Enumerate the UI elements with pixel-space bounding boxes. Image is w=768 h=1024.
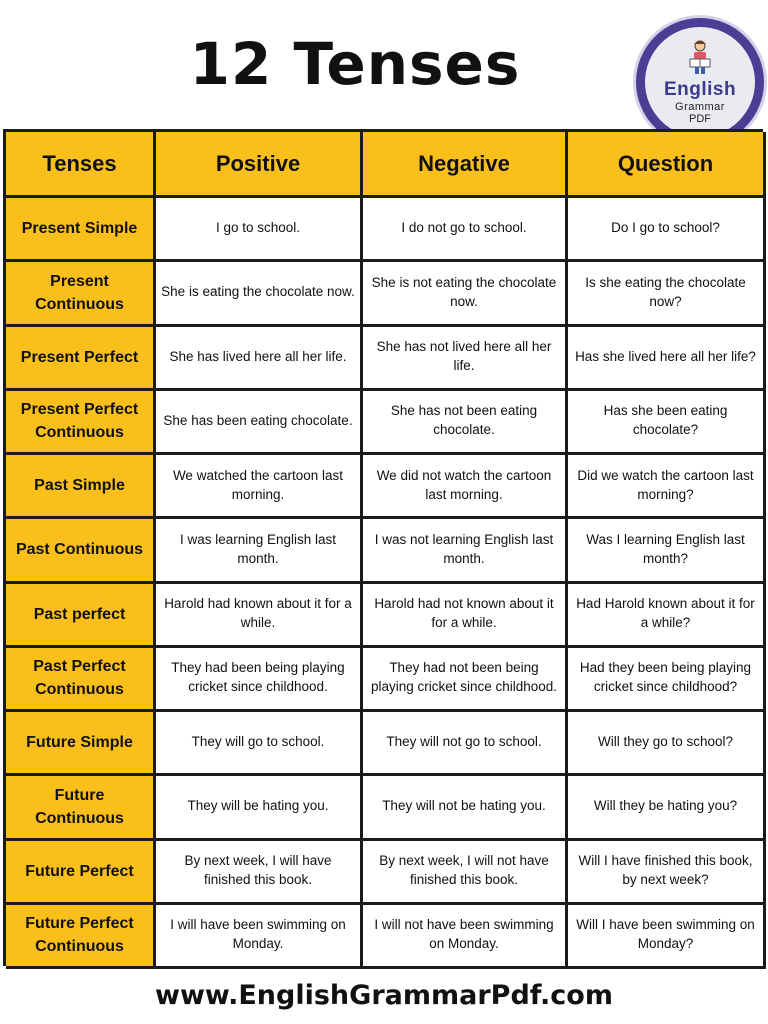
header-positive: Positive: [156, 132, 363, 198]
row-question: Is she eating the chocolate now?: [568, 262, 766, 326]
header-question: Question: [568, 132, 766, 198]
logo-text-english: English: [663, 79, 737, 100]
row-positive: I go to school.: [156, 198, 363, 262]
row-tense: Present Perfect Continuous: [6, 391, 156, 455]
row-positive: I was learning English last month.: [156, 519, 363, 583]
row-positive: I will have been swimming on Monday.: [156, 905, 363, 969]
row-negative: I will not have been swimming on Monday.: [363, 905, 568, 969]
row-question: Had they been being playing cricket since childhood?: [568, 648, 766, 712]
row-positive: They had been being playing cricket since childhood.: [156, 648, 363, 712]
row-tense: Past perfect: [6, 584, 156, 648]
row-tense: Present Continuous: [6, 262, 156, 326]
row-negative: By next week, I will not have finished this book.: [363, 841, 568, 905]
row-question: Did we watch the cartoon last morning?: [568, 455, 766, 519]
row-negative: They will not go to school.: [363, 712, 568, 776]
row-negative: We did not watch the cartoon last morning.: [363, 455, 568, 519]
row-question: Will I have been swimming on Monday?: [568, 905, 766, 969]
row-positive: By next week, I will have finished this book.: [156, 841, 363, 905]
row-question: Will I have finished this book, by next week?: [568, 841, 766, 905]
row-tense: Past Simple: [6, 455, 156, 519]
row-negative: Harold had not known about it for a while.: [363, 584, 568, 648]
row-negative: She is not eating the chocolate now.: [363, 262, 568, 326]
row-positive: They will be hating you.: [156, 776, 363, 840]
row-negative: I do not go to school.: [363, 198, 568, 262]
logo-text-pdf: PDF: [689, 113, 711, 125]
row-question: Has she been eating chocolate?: [568, 391, 766, 455]
row-question: Will they be hating you?: [568, 776, 766, 840]
row-tense: Future Perfect Continuous: [6, 905, 156, 969]
row-tense: Present Simple: [6, 198, 156, 262]
brand-logo: [636, 18, 764, 146]
header-tenses: Tenses: [6, 132, 156, 198]
row-tense: Future Perfect: [6, 841, 156, 905]
row-tense: Future Continuous: [6, 776, 156, 840]
row-question: Will they go to school?: [568, 712, 766, 776]
row-positive: She has lived here all her life.: [156, 327, 363, 391]
row-tense: Past Continuous: [6, 519, 156, 583]
row-negative: She has not been eating chocolate.: [363, 391, 568, 455]
row-positive: She has been eating chocolate.: [156, 391, 363, 455]
row-negative: She has not lived here all her life.: [363, 327, 568, 391]
row-tense: Past Perfect Continuous: [6, 648, 156, 712]
row-positive: They will go to school.: [156, 712, 363, 776]
page-title: 12 Tenses: [189, 30, 521, 98]
logo-text-grammar: Grammar: [675, 101, 725, 113]
header-negative: Negative: [363, 132, 568, 198]
row-positive: Harold had known about it for a while.: [156, 584, 363, 648]
row-tense: Future Simple: [6, 712, 156, 776]
reading-child-icon: [685, 39, 715, 75]
row-negative: They had not been being playing cricket since childhood.: [363, 648, 568, 712]
row-question: Had Harold known about it for a while?: [568, 584, 766, 648]
row-positive: She is eating the chocolate now.: [156, 262, 363, 326]
row-question: Has she lived here all her life?: [568, 327, 766, 391]
row-positive: We watched the cartoon last morning.: [156, 455, 363, 519]
logo-badge: [645, 27, 755, 137]
row-question: Do I go to school?: [568, 198, 766, 262]
row-question: Was I learning English last month?: [568, 519, 766, 583]
footer-website: www.EnglishGrammarPdf.com: [155, 980, 613, 1011]
row-negative: They will not be hating you.: [363, 776, 568, 840]
tenses-table: [3, 129, 763, 966]
row-negative: I was not learning English last month.: [363, 519, 568, 583]
row-tense: Present Perfect: [6, 327, 156, 391]
